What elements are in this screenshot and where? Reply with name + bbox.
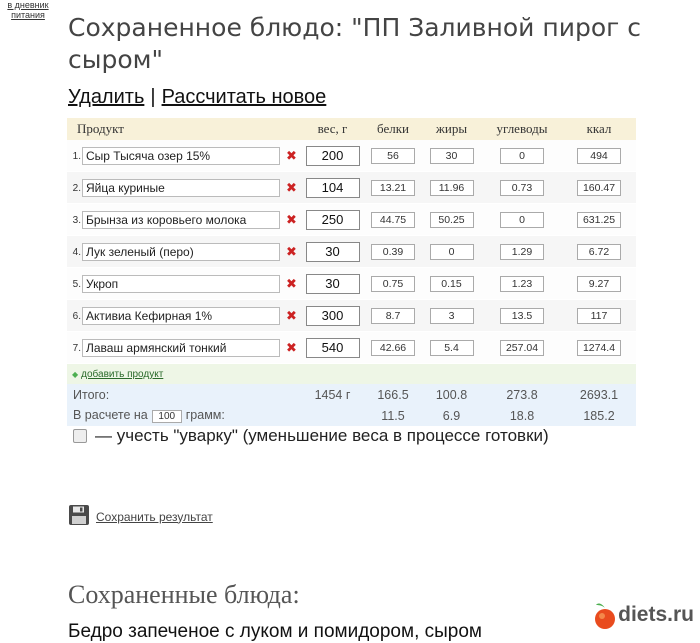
kcal-input[interactable]	[577, 276, 621, 292]
weight-input[interactable]	[306, 146, 360, 166]
fat-input[interactable]	[430, 308, 474, 324]
delete-row-icon[interactable]: ✖	[286, 339, 297, 355]
add-plus-icon: ◆	[72, 369, 79, 379]
row-number: 4.	[72, 246, 81, 258]
header-fat: жиры	[421, 118, 482, 140]
totals-row	[67, 384, 636, 405]
carbs-input[interactable]	[500, 212, 544, 228]
kcal-input[interactable]	[577, 308, 621, 324]
delete-row-icon[interactable]: ✖	[286, 211, 297, 227]
per-protein: 11.5	[365, 405, 421, 426]
fat-input[interactable]	[430, 212, 474, 228]
cooking-loss-label: — учесть "уварку" (уменьшение веса в процессе готовки)	[95, 426, 549, 445]
per-amount-row	[67, 405, 636, 426]
product-cell	[67, 300, 300, 332]
product-cell	[67, 332, 300, 364]
kcal-cell	[562, 204, 636, 236]
per-fat: 6.9	[421, 405, 482, 426]
kcal-cell	[562, 332, 636, 364]
carbs-input[interactable]	[500, 340, 544, 356]
protein-input[interactable]	[371, 148, 415, 164]
product-cell	[67, 172, 300, 204]
delete-dish-link[interactable]: Удалить	[68, 86, 145, 108]
weight-cell	[300, 172, 365, 204]
kcal-cell	[562, 300, 636, 332]
totals-protein: 166.5	[365, 384, 421, 405]
protein-cell	[365, 204, 421, 236]
protein-cell	[365, 332, 421, 364]
protein-input[interactable]	[371, 276, 415, 292]
protein-cell	[365, 236, 421, 268]
floppy-disk-icon[interactable]	[68, 504, 90, 529]
carbs-input[interactable]	[500, 276, 544, 292]
row-number: 2.	[72, 182, 81, 194]
table-row	[67, 300, 636, 332]
kcal-input[interactable]	[577, 244, 621, 260]
saved-dishes-heading: Сохраненные блюда:	[68, 580, 300, 609]
saved-dish-item[interactable]: Бедро запеченое с луком и помидором, сыром	[68, 621, 482, 642]
kcal-input[interactable]	[577, 340, 621, 356]
row-number: 1.	[72, 150, 81, 162]
nutrition-calculator	[67, 118, 636, 426]
product-name-input[interactable]	[82, 243, 280, 261]
table-row	[67, 332, 636, 364]
table-row	[67, 236, 636, 268]
kcal-input[interactable]	[577, 180, 621, 196]
delete-row-icon[interactable]: ✖	[286, 179, 297, 195]
fat-cell	[421, 236, 482, 268]
fat-cell	[421, 300, 482, 332]
row-number: 5.	[72, 278, 81, 290]
per-amount-input[interactable]	[152, 410, 182, 423]
kcal-cell	[562, 268, 636, 300]
fat-input[interactable]	[430, 148, 474, 164]
kcal-input[interactable]	[577, 148, 621, 164]
apple-logo-icon	[592, 600, 618, 630]
ingredients-table	[67, 118, 636, 364]
add-product-link[interactable]: добавить продукт	[81, 368, 164, 380]
product-name-input[interactable]	[82, 147, 280, 165]
header-product: Продукт	[67, 118, 300, 140]
product-cell	[67, 236, 300, 268]
weight-input[interactable]	[306, 338, 360, 358]
weight-cell	[300, 332, 365, 364]
header-protein: белки	[365, 118, 421, 140]
per-amount-label	[67, 405, 365, 426]
product-name-input[interactable]	[82, 339, 280, 357]
weight-cell	[300, 204, 365, 236]
kcal-cell	[562, 236, 636, 268]
fat-cell	[421, 172, 482, 204]
save-result-link[interactable]: Сохранить результат	[96, 509, 213, 524]
carbs-cell	[482, 332, 562, 364]
header-carbs: углеводы	[482, 118, 562, 140]
weight-input[interactable]	[306, 210, 360, 230]
kcal-input[interactable]	[577, 212, 621, 228]
fat-cell	[421, 140, 482, 172]
watermark-text: diets.ru	[618, 603, 694, 626]
protein-input[interactable]	[371, 244, 415, 260]
fat-input[interactable]	[430, 244, 474, 260]
product-name-input[interactable]	[82, 307, 280, 325]
header-weight: вес, г	[300, 118, 365, 140]
weight-cell	[300, 140, 365, 172]
weight-cell	[300, 236, 365, 268]
carbs-input[interactable]	[500, 244, 544, 260]
actions-separator: |	[150, 86, 156, 108]
weight-cell	[300, 268, 365, 300]
delete-row-icon[interactable]: ✖	[286, 307, 297, 323]
save-result	[68, 504, 213, 529]
per-suffix: грамм:	[185, 408, 225, 422]
protein-input[interactable]	[371, 180, 415, 196]
carbs-cell	[482, 268, 562, 300]
delete-row-icon[interactable]: ✖	[286, 147, 297, 163]
table-row	[67, 172, 636, 204]
delete-row-icon[interactable]: ✖	[286, 275, 297, 291]
protein-input[interactable]	[371, 340, 415, 356]
carbs-cell	[482, 204, 562, 236]
totals-carbs: 273.8	[482, 384, 562, 405]
product-name-input[interactable]	[82, 211, 280, 229]
row-number: 3.	[72, 214, 81, 226]
delete-row-icon[interactable]: ✖	[286, 243, 297, 259]
protein-cell	[365, 140, 421, 172]
totals-fat: 100.8	[421, 384, 482, 405]
table-header-row	[67, 118, 636, 140]
cooking-loss-checkbox[interactable]	[73, 429, 87, 443]
row-number: 6.	[72, 310, 81, 322]
kcal-cell	[562, 172, 636, 204]
product-cell	[67, 204, 300, 236]
totals-kcal: 2693.1	[562, 384, 636, 405]
table-row	[67, 140, 636, 172]
protein-cell	[365, 172, 421, 204]
protein-input[interactable]	[371, 308, 415, 324]
fat-cell	[421, 204, 482, 236]
carbs-cell	[482, 172, 562, 204]
per-kcal: 185.2	[562, 405, 636, 426]
ingredient-rows	[67, 140, 636, 364]
weight-input[interactable]	[306, 306, 360, 326]
diary-link[interactable]: в дневник питания	[7, 0, 49, 20]
weight-input[interactable]	[306, 242, 360, 262]
table-row	[67, 204, 636, 236]
per-carbs: 18.8	[482, 405, 562, 426]
dish-actions	[68, 86, 326, 109]
per-prefix: В расчете на	[73, 408, 148, 422]
totals-label: Итого:	[67, 384, 300, 405]
weight-input[interactable]	[306, 274, 360, 294]
product-cell	[67, 140, 300, 172]
weight-cell	[300, 300, 365, 332]
carbs-input[interactable]	[500, 148, 544, 164]
fat-cell	[421, 332, 482, 364]
page-title: Сохраненное блюдо: "ПП Заливной пирог с сыром"	[68, 13, 641, 74]
recalculate-new-link[interactable]: Рассчитать новое	[161, 86, 327, 108]
totals-table	[67, 384, 636, 426]
header-kcal: ккал	[562, 118, 636, 140]
carbs-input[interactable]	[500, 180, 544, 196]
product-name-input[interactable]	[82, 179, 280, 197]
fat-input[interactable]	[430, 340, 474, 356]
diets-watermark	[592, 600, 694, 630]
carbs-cell	[482, 236, 562, 268]
totals-weight: 1454 г	[300, 384, 365, 405]
table-row	[67, 268, 636, 300]
product-name-input[interactable]	[82, 275, 280, 293]
protein-cell	[365, 300, 421, 332]
protein-cell	[365, 268, 421, 300]
add-product-row	[67, 364, 636, 384]
protein-input[interactable]	[371, 212, 415, 228]
fat-input[interactable]	[430, 180, 474, 196]
row-number: 7.	[72, 342, 81, 354]
product-cell	[67, 268, 300, 300]
fat-cell	[421, 268, 482, 300]
carbs-cell	[482, 140, 562, 172]
kcal-cell	[562, 140, 636, 172]
carbs-input[interactable]	[500, 308, 544, 324]
carbs-cell	[482, 300, 562, 332]
cooking-loss-option[interactable]	[73, 426, 549, 446]
weight-input[interactable]	[306, 178, 360, 198]
fat-input[interactable]	[430, 276, 474, 292]
